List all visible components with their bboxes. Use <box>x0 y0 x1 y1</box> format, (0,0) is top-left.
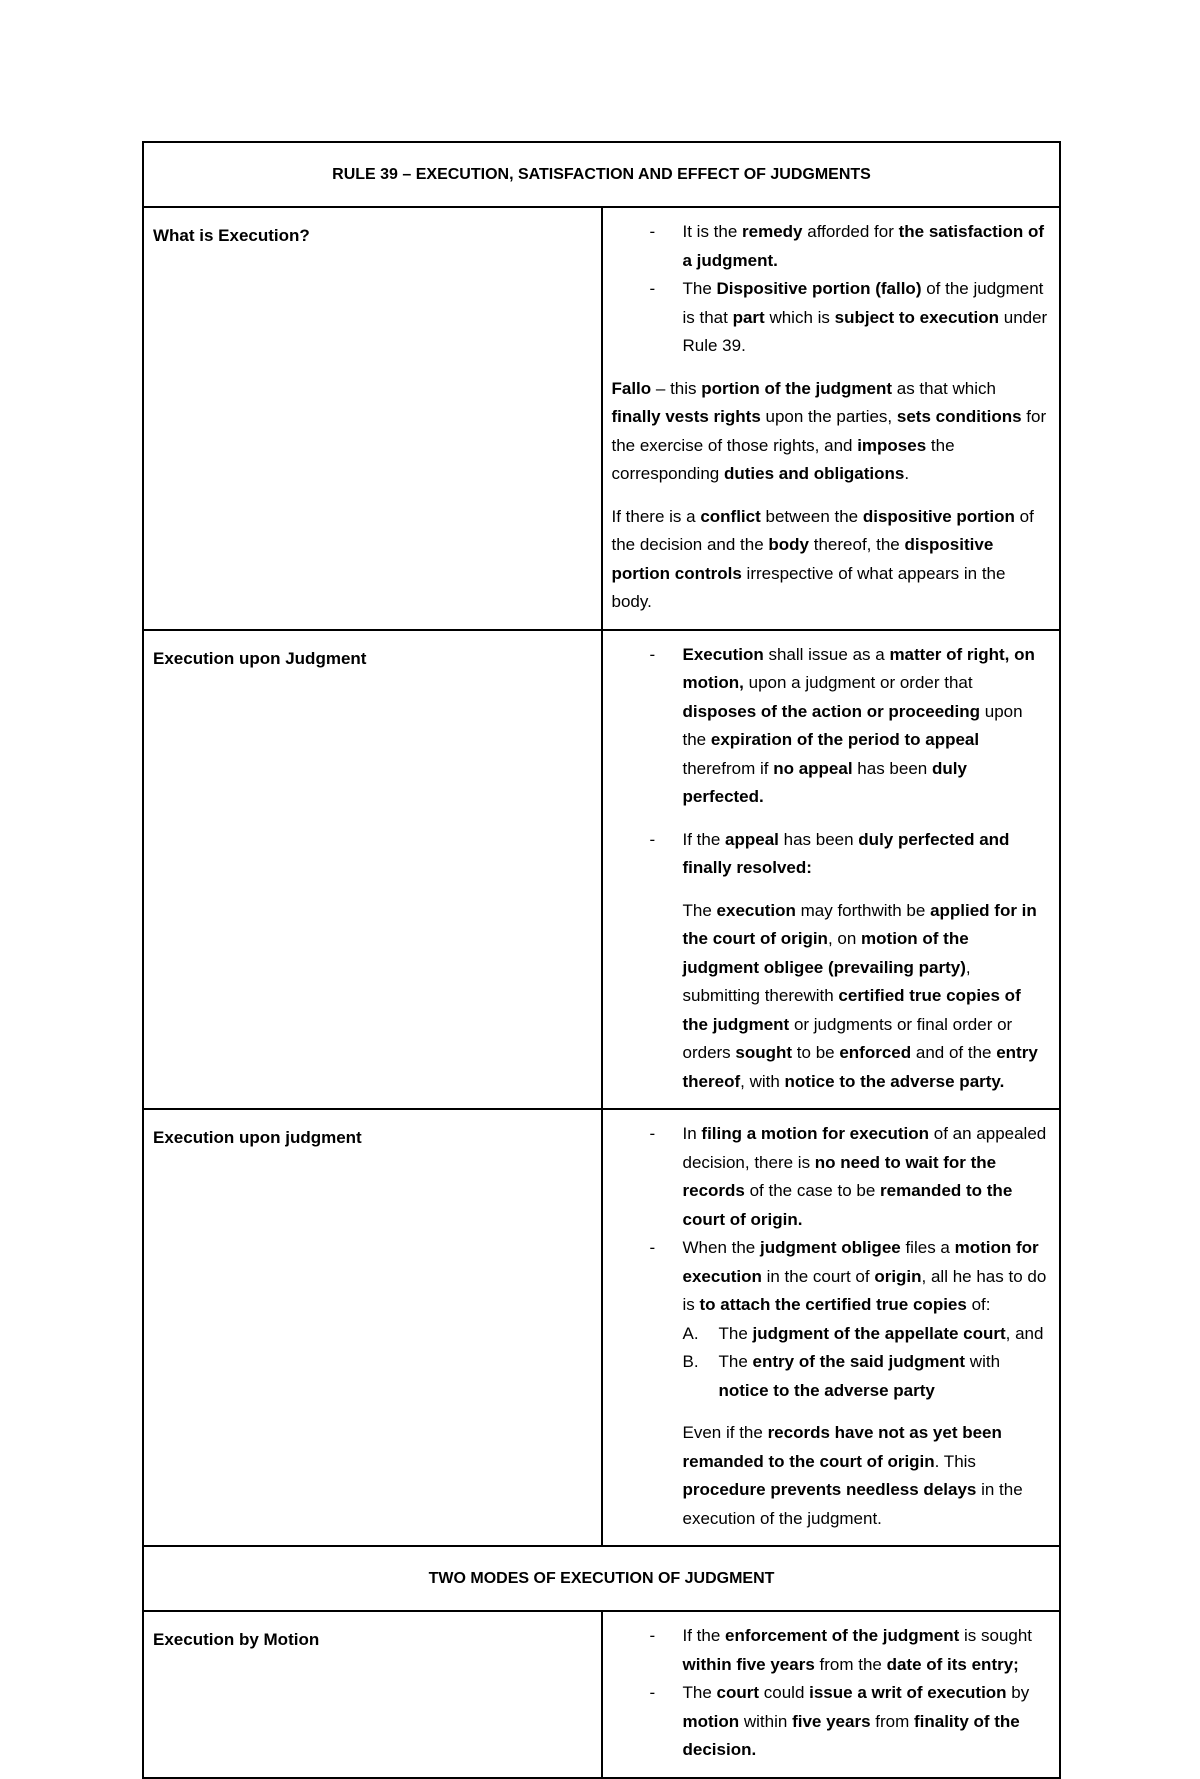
text-bold: five years <box>792 1711 871 1731</box>
text-bold: within five years <box>682 1654 815 1674</box>
text-bold: subject to execution <box>834 307 1000 327</box>
text: , all he has to do is <box>682 1266 1047 1314</box>
text: If the <box>682 1626 726 1645</box>
text-bold: finality of the decision. <box>682 1711 1020 1759</box>
row-content <box>602 1109 1061 1546</box>
text-bold: judgment of the appellate court <box>752 1323 1006 1343</box>
text: within <box>739 1711 793 1731</box>
text-bold: no appeal <box>773 758 853 778</box>
row-content <box>602 630 1061 1110</box>
row-label: Execution upon judgment <box>143 1109 602 1546</box>
text: The <box>682 1683 717 1702</box>
text-bold: entry thereof <box>682 1043 1038 1091</box>
bullet-dash: - <box>649 644 656 664</box>
text-bold: remedy <box>742 222 803 241</box>
list-item <box>612 275 1050 361</box>
text: files a <box>900 1238 955 1257</box>
row-label: Execution by Motion <box>143 1611 602 1778</box>
text: with <box>965 1352 1001 1371</box>
text: Even if the <box>682 1423 768 1442</box>
text-bold: body <box>768 535 810 554</box>
list-marker: A. <box>682 1323 699 1343</box>
text-bold: matter of right, on motion, <box>682 644 1035 692</box>
text: to be <box>792 1043 840 1062</box>
row-content <box>602 207 1061 630</box>
text-bold: Dispositive portion (fallo) <box>716 279 922 298</box>
text-bold: dispositive portion controls <box>611 535 994 583</box>
text-bold: enforcement of the judgment <box>725 1626 960 1645</box>
list-item <box>612 641 1050 812</box>
title-row <box>143 142 1060 207</box>
text: of the judgment is that <box>682 279 1044 327</box>
document-page <box>142 141 1061 1779</box>
text-bold: no need to wait for the records <box>682 1152 997 1200</box>
row-content <box>602 1611 1061 1778</box>
text: could <box>759 1683 810 1702</box>
text-bold: portion of the judgment <box>701 378 893 398</box>
text-bold: execution <box>716 900 796 920</box>
list-item <box>612 1320 1050 1349</box>
text-bold: certified true copies of the judgment <box>682 986 1021 1034</box>
page-title: RULE 39 – EXECUTION, SATISFACTION AND EFFECT OF JUDGMENTS <box>143 142 1060 207</box>
text-bold: records have not as yet been remanded to the court of origin <box>682 1423 1002 1471</box>
text: , submitting therewith <box>682 957 971 1005</box>
text: If the <box>682 829 726 849</box>
paragraph <box>612 503 1050 617</box>
text-bold: Execution <box>682 644 764 664</box>
text-bold: notice to the adverse party. <box>784 1071 1005 1091</box>
text-bold: duly perfected and finally resolved: <box>682 829 1010 877</box>
row-label: What is Execution? <box>143 207 602 630</box>
text: The <box>718 1323 753 1343</box>
table-row <box>143 630 1060 1110</box>
text: of the case to be <box>744 1181 881 1200</box>
text-bold: date of its entry; <box>886 1654 1019 1674</box>
text: therefrom if <box>682 758 774 778</box>
text-bold: origin <box>874 1266 922 1286</box>
row-label: Execution upon Judgment <box>143 630 602 1110</box>
text: of the decision and the <box>611 506 1034 554</box>
text: afforded for <box>802 222 899 241</box>
text-bold: enforced <box>839 1043 912 1062</box>
text-bold: imposes <box>857 435 927 455</box>
text-bold: the satisfaction of a judgment. <box>682 222 1045 270</box>
text-bold: duties and obligations <box>723 464 905 483</box>
text: , and <box>1005 1323 1044 1343</box>
text-bold: motion <box>682 1711 740 1731</box>
text: upon a judgment or order that <box>743 673 973 692</box>
text: The <box>682 279 717 298</box>
bullet-dash: - <box>649 1238 656 1257</box>
text: which is <box>764 307 835 327</box>
text: It is the <box>682 222 743 241</box>
bullet-dash: - <box>649 1124 656 1143</box>
list-marker: B. <box>682 1352 699 1371</box>
text: of an appealed decision, there is <box>682 1124 1047 1172</box>
text: upon the <box>682 701 1023 749</box>
text: from <box>870 1711 914 1731</box>
text: or judgments or final order or orders <box>682 1014 1013 1062</box>
text-bold: part <box>732 307 765 327</box>
text: shall issue as a <box>763 644 890 664</box>
text: the corresponding <box>611 435 955 483</box>
list-item <box>612 1234 1050 1320</box>
text-bold: duly perfected. <box>682 758 967 806</box>
text: . <box>904 464 910 483</box>
text: , with <box>740 1071 785 1091</box>
text-bold: judgment obligee <box>760 1238 901 1257</box>
text-bold: finally vests rights <box>611 407 761 426</box>
text: . This <box>934 1451 976 1471</box>
text: in the court of <box>761 1266 875 1286</box>
text: upon the parties, <box>760 407 897 426</box>
text: When the <box>682 1238 760 1257</box>
text-bold: procedure prevents needless delays <box>682 1480 977 1499</box>
text-bold: sought <box>735 1043 793 1062</box>
text-bold: motion of the judgment obligee (prevailing party) <box>682 929 969 977</box>
text: and of the <box>911 1043 997 1062</box>
text-bold: notice to the adverse party <box>718 1380 935 1400</box>
list-item <box>612 826 1050 883</box>
text-bold: appeal <box>725 829 779 849</box>
text: from the <box>814 1654 887 1674</box>
text: , on <box>827 929 862 948</box>
text-bold: entry of the said judgment <box>752 1352 966 1371</box>
bullet-dash: - <box>649 1626 656 1645</box>
text-bold: filing a motion for execution <box>701 1124 930 1143</box>
text: by <box>1006 1683 1030 1702</box>
text-bold: sets conditions <box>896 407 1022 426</box>
text: thereof, the <box>809 535 905 554</box>
text-bold: disposes of the action or proceeding <box>682 701 981 721</box>
text-bold: Fallo <box>611 378 652 398</box>
bullet-dash: - <box>649 222 656 241</box>
list-item <box>612 1622 1050 1679</box>
text: of: <box>966 1295 991 1314</box>
text-bold: issue a writ of execution <box>809 1683 1007 1702</box>
text-bold: to attach the certified true copies <box>699 1295 967 1314</box>
text-bold: court <box>716 1683 760 1702</box>
text: between the <box>760 506 863 526</box>
text-bold: dispositive portion <box>862 506 1015 526</box>
text-bold: remanded to the court of origin. <box>682 1181 1013 1229</box>
paragraph <box>612 1419 1050 1533</box>
text: is sought <box>959 1626 1033 1645</box>
list-item <box>612 1120 1050 1234</box>
table-row <box>143 1611 1060 1778</box>
paragraph <box>612 897 1050 1097</box>
text: may forthwith be <box>795 900 931 920</box>
list-item <box>612 218 1050 275</box>
text: in the execution of the judgment. <box>682 1480 1023 1528</box>
text-bold: conflict <box>700 506 761 526</box>
bullet-dash: - <box>649 829 656 849</box>
text: under Rule 39. <box>682 307 1048 355</box>
text-bold: applied for in the court of origin <box>682 900 1037 948</box>
text: If there is a <box>611 506 701 526</box>
bullet-dash: - <box>649 279 656 298</box>
text-bold: motion for execution <box>682 1238 1039 1286</box>
section-title: TWO MODES OF EXECUTION OF JUDGMENT <box>143 1546 1060 1611</box>
list-item <box>612 1348 1050 1405</box>
table-row <box>143 207 1060 630</box>
rules-table <box>142 141 1061 1779</box>
paragraph <box>612 375 1050 489</box>
text: has been <box>852 758 932 778</box>
list-item <box>612 1679 1050 1765</box>
text: for the exercise of those rights, and <box>611 407 1047 455</box>
text: The <box>682 900 717 920</box>
text: In <box>682 1124 702 1143</box>
text: has been <box>778 829 859 849</box>
text: The <box>718 1352 753 1371</box>
text: as that which <box>892 378 996 398</box>
bullet-dash: - <box>649 1683 656 1702</box>
section-heading-row <box>143 1546 1060 1611</box>
table-row <box>143 1109 1060 1546</box>
text: irrespective of what appears in the body. <box>611 563 1006 611</box>
text: – this <box>651 378 702 398</box>
text-bold: expiration of the period to appeal <box>710 730 980 749</box>
